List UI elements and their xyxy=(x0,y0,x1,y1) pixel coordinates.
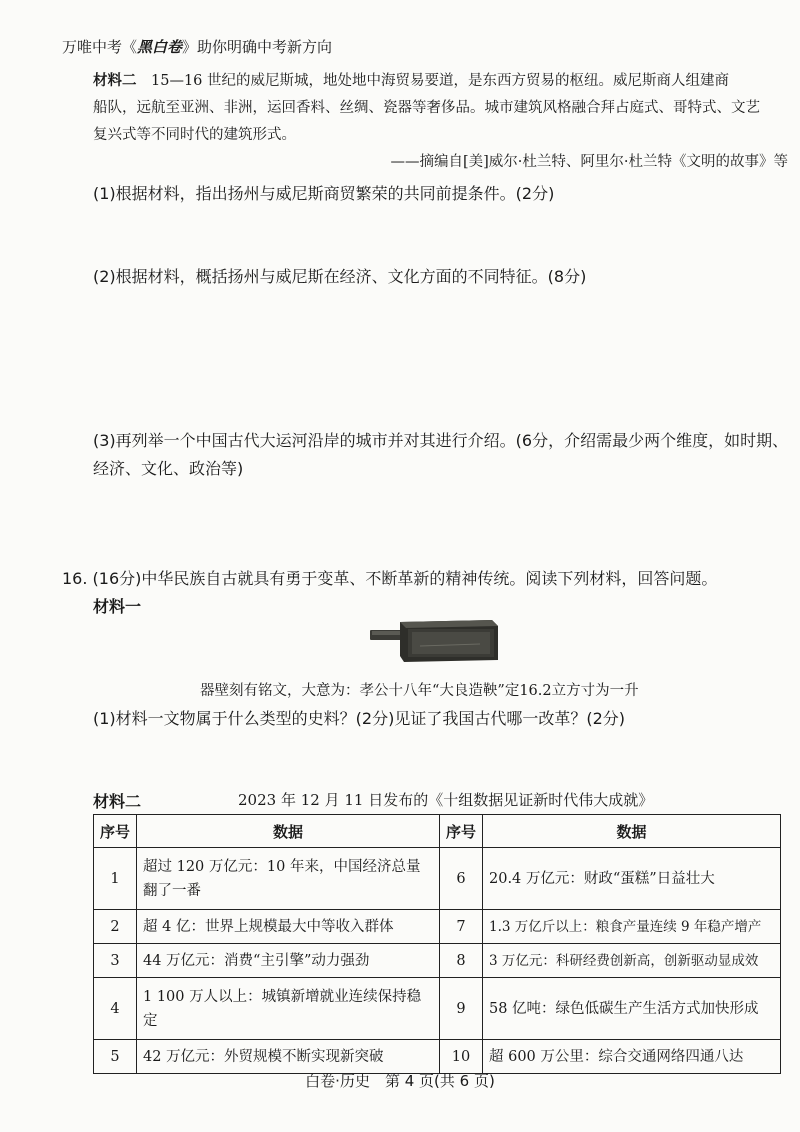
q16-intro: 16. (16分)中华民族自古就具有勇于变革、不断革新的精神传统。阅读下列材料，回答问题。 xyxy=(62,569,718,588)
table-row xyxy=(94,1040,781,1074)
row-data: 42 万亿元：外贸规模不断实现新突破 xyxy=(137,1040,440,1074)
material2-source: ——摘编自[美]威尔·杜兰特、阿里尔·杜兰特《文明的故事》等 xyxy=(390,154,788,170)
row-data: 1.3 万亿斤以上：粮食产量连续 9 年稳产增产 xyxy=(483,910,781,944)
row-num: 9 xyxy=(440,978,483,1040)
q16-material2-label: 材料二 xyxy=(93,792,142,811)
row-data: 3 万亿元：科研经费创新高，创新驱动显成效 xyxy=(483,944,781,978)
row-data: 超 600 万公里：综合交通网络四通八达 xyxy=(483,1040,781,1074)
artifact-caption: 器壁刻有铭文，大意为：孝公十八年“大良造鞅”定16.2立方寸为一升 xyxy=(200,683,639,699)
col-num-left: 序号 xyxy=(94,815,137,848)
brand-name: 黑白卷 xyxy=(137,38,183,56)
q15-sub2: (2)根据材料，概括扬州与威尼斯在经济、文化方面的不同特征。(8分) xyxy=(93,267,587,286)
row-num: 1 xyxy=(94,848,137,910)
row-num: 3 xyxy=(94,944,137,978)
page-footer: 白卷·历史 第 4 页(共 6 页) xyxy=(305,1072,495,1090)
row-num: 7 xyxy=(440,910,483,944)
col-data-right: 数据 xyxy=(483,815,781,848)
q15-sub1: (1)根据材料，指出扬州与威尼斯商贸繁荣的共同前提条件。(2分) xyxy=(93,184,555,203)
row-num: 10 xyxy=(440,1040,483,1074)
row-data: 44 万亿元：消费“主引擎”动力强劲 xyxy=(137,944,440,978)
table-row xyxy=(94,910,781,944)
row-data: 20.4 万亿元：财政“蛋糕”日益壮大 xyxy=(483,848,781,910)
material2-label: 材料二 xyxy=(93,73,137,89)
table-title: 2023 年 12 月 11 日发布的《十组数据见证新时代伟大成就》 xyxy=(238,791,654,809)
material2-line1: 材料二 15—16 世纪的威尼斯城，地处地中海贸易要道，是东西方贸易的枢纽。威尼斯商人组建商 xyxy=(93,73,730,89)
row-num: 6 xyxy=(440,848,483,910)
row-num: 4 xyxy=(94,978,137,1040)
material2-line3: 复兴式等不同时代的建筑形式。 xyxy=(93,127,296,143)
row-num: 2 xyxy=(94,910,137,944)
row-num: 5 xyxy=(94,1040,137,1074)
table-row xyxy=(94,848,781,910)
q16-material1-label: 材料一 xyxy=(93,597,142,616)
table-header-row xyxy=(94,815,781,848)
artifact-image xyxy=(370,616,500,670)
row-data: 超过 120 万亿元：10 年来，中国经济总量翻了一番 xyxy=(137,848,440,910)
q16-sub1: (1)材料一文物属于什么类型的史料？(2分)见证了我国古代哪一改革？(2分) xyxy=(93,709,625,728)
col-data-left: 数据 xyxy=(137,815,440,848)
table-row xyxy=(94,978,781,1040)
q15-sub3-line1: (3)再列举一个中国古代大运河沿岸的城市并对其进行介绍。(6分，介绍需最少两个维度，如时期、 xyxy=(93,431,789,450)
table-row xyxy=(94,944,781,978)
page-header: 万唯中考《黑白卷》助你明确中考新方向 xyxy=(62,38,333,56)
row-num: 8 xyxy=(440,944,483,978)
row-data: 58 亿吨：绿色低碳生产生活方式加快形成 xyxy=(483,978,781,1040)
material2-line2: 船队，远航至亚洲、非洲，运回香料、丝绸、瓷器等奢侈品。城市建筑风格融合拜占庭式、哥特式、文艺 xyxy=(93,100,760,116)
row-data: 超 4 亿：世界上规模最大中等收入群体 xyxy=(137,910,440,944)
row-data: 1 100 万人以上：城镇新增就业连续保持稳定 xyxy=(137,978,440,1040)
q15-sub3-line2: 经济、文化、政治等) xyxy=(93,459,244,478)
achievements-table xyxy=(93,814,781,1074)
col-num-right: 序号 xyxy=(440,815,483,848)
